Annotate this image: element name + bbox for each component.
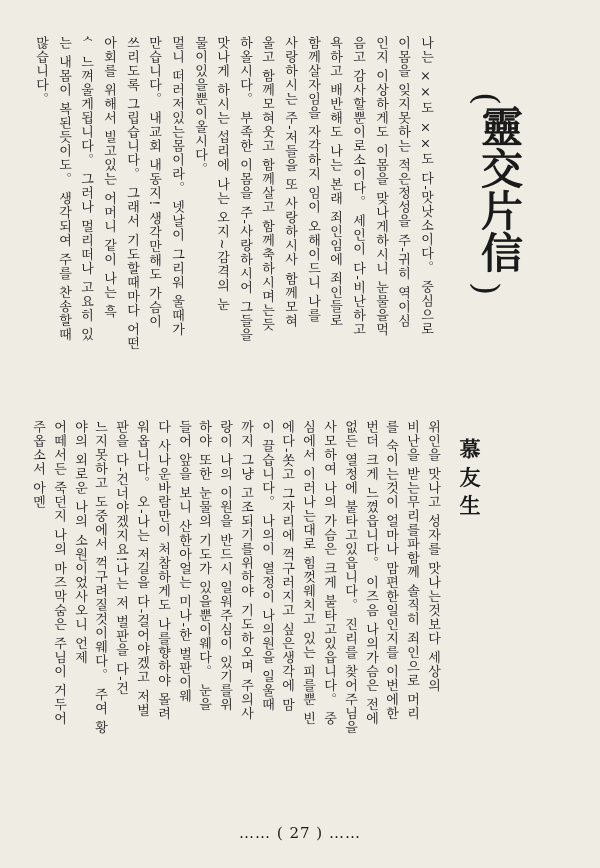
text-column: 하올시다。 부족한 이몸을 주-사랑하시어 그들을 [237,36,252,342]
text-column: 판을 다-건너야겠지요!나는 저 벌판을 다-건 [113,420,128,696]
section-divider [34,404,434,405]
title-open-paren: ( [466,92,506,106]
text-column: 사모하여 나의 가슴은 크게 불타고있읍니다。 중 [321,420,336,726]
page-footer [0,824,600,842]
text-column: 울고 함께모혀웃고 함께살고 함께축하시며는듯 [259,36,274,332]
text-column: 를 숙이는것이 얼마나 맘편한일인지를 이번에한 [383,420,398,721]
title-text: 靈交片信 [475,105,524,274]
text-column: 욕하고 배반해도 나는 본래 죄인임에 죄인들로 [327,36,342,328]
text-column: 랑이 나의 이원을 반드시 일워주심이 있기를위 [217,420,232,712]
text-column: 맛나게 하시는 섭리에 나는 오지~감격의 눈 [214,36,229,312]
text-column: 하야 또한 눈물의 기도가 있을뿐이웨다。 눈을 [196,420,211,712]
text-column: 주옵소서 아멘 [30,420,45,510]
text-column: 야의 외로운 나의 소원이었사오니 언제 [72,420,87,665]
text-column: 어떼서든 죽던지 나의 마즈막숨은 주님이 거두어 [51,420,66,726]
text-column: 만습니다。 내교회 내동지! 생각만해도 가슴이 [146,36,161,329]
text-column: 나는 ××도 ××도 다-맛낫소이다。 중심으로 [418,36,433,336]
text-column: 까지 그냥 고조되기를위하야 기도하오며 주의사 [238,420,253,721]
text-column: 워옵니다。 오-나는 저길을 다-걸어야겠고 저벌 [134,420,149,718]
text-column: 인지 이상하게도 이몸을 맞나게하시니 눈물을먹 [373,36,388,337]
text-column: 위인을 맛나고 성자를 맛나는것보다 세상의 [425,420,440,693]
text-column: 심에서 이러나는대로 힘껏웨치고 있는 피를뿐 빈 [300,420,315,726]
text-column: 많습니다。 [33,36,48,106]
page-number: ( 27 ) [276,824,324,842]
text-column: 함께살자임을 자각하지 임이 오해이드니 나를 [305,36,320,323]
text-column: 음고 감사할뿐이로소이다。 세인이 다-비난하고 [350,36,365,337]
text-column: 다 사나운바람만이 처참하게도 나를향하야 몰려 [155,420,170,721]
text-column: 들어 앞을 보니 산한아얼는 미나-한 벌판이웨 [176,420,191,704]
text-column: 물이있을뿐이올시다。 [192,36,207,176]
text-column: 이몸을 잊지못하는 적은정성을 주-귀히 역이심 [395,36,410,328]
title-close-paren: ) [466,282,506,296]
text-column: 멀니 떠러저있는몸이라。 넷날이 그리워 울때가 [169,36,184,337]
author-name: 慕 友 生 [457,438,482,516]
text-column: ᄉ 느껴울게됩니다。 그러나 멀리떠나 고요히 있 [78,36,93,342]
text-column: 없든 열정에 불타고있읍니다。 진리를 찾어주님을 [342,420,357,735]
text-column: 번더 크게 느꼈읍니다。 이즈음 나의가슴은 전에 [363,420,378,726]
page-title [466,92,527,296]
text-column: 사랑하시는 주-저들을 또 사랑하시사 함께모혀 [282,36,297,328]
text-column: 쓰리도록 그립습니다。 그래서 기도할때마다 어떤 [124,36,139,351]
footer-deco-right: …… [328,824,361,842]
footer-deco-left: …… [239,824,272,842]
text-column: 아회를 위해서 빌고있는 어머니 같이 나는 흑 [101,36,116,319]
text-column: 비난을 받는무리를파함께 솔직히 죄인으로 머리 [404,420,419,721]
text-column: 에다-쏫고 그자리에 꺽구러지고 싶은생각에 맘 [279,420,294,712]
text-column: 이 끌습니다。 나의이 열정이 나의원을 일울때 [259,420,274,712]
text-column: 느지못하고 도중에서 꺽구려질것이웨다。 주여 황 [92,420,107,735]
text-column: 는 내몸이 복된듯이도。 생각되여 주를 찬송할때 [56,36,71,342]
